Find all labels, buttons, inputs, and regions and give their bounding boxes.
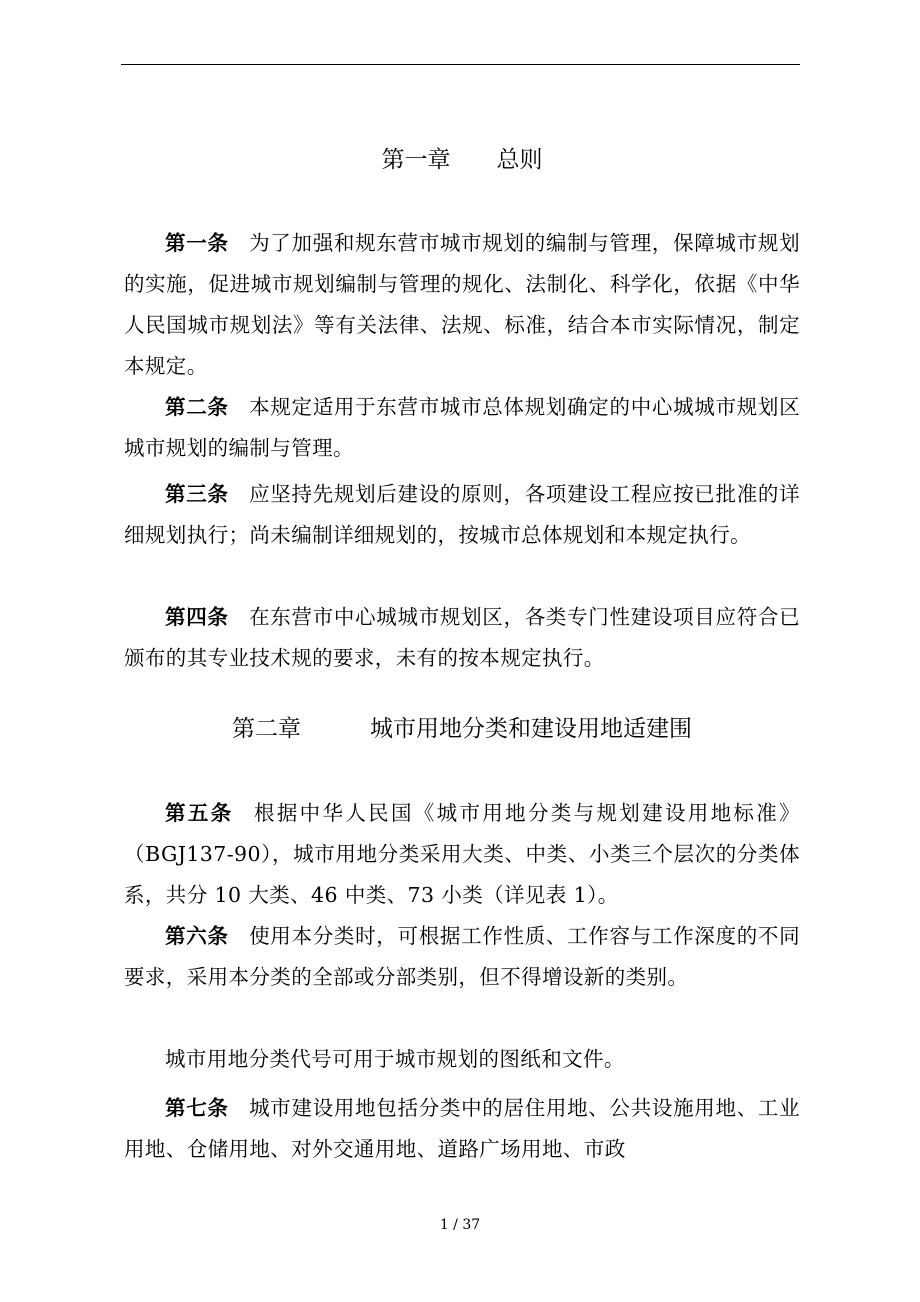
article-1-label: 第一条 [165,231,229,255]
page-number: 1 / 37 [439,1217,481,1233]
article-3-text: 应坚持先规划后建设的原则，各项建设工程应按已批准的详细规划执行；尚未编制详细规划的，按城市总体规划和本规定执行。 [124,482,800,547]
article-6-note-text: 城市用地分类代号可用于城市规划的图纸和文件。 [165,1047,625,1071]
article-2-text: 本规定适用于东营市城市总体规划确定的中心城城市规划区城市规划的编制与管理。 [124,395,800,460]
article-7 [124,1088,800,1170]
article-2-label: 第二条 [165,395,229,419]
article-5 [124,793,800,916]
article-1-text: 为了加强和规东营市城市规划的编制与管理，保障城市规划的实施，促进城市规划编制与管理的规化、法制化、科学化，依据《中华人民国城市规划法》等有关法律、法规、标准，结合本市实际情况，制定本规定。 [124,231,800,378]
article-3-label: 第三条 [165,482,229,506]
chapter-1-title: 第一章 总则 [381,147,543,173]
article-5-label: 第五条 [165,801,234,825]
article-4 [124,597,800,679]
article-7-text: 城市建设用地包括分类中的居住用地、公共设施用地、工业用地、仓储用地、对外交通用地、道路广场用地、市政 [124,1096,800,1161]
chapter-2-title: 第二章 城市用地分类和建设用地适建围 [232,716,692,742]
article-3 [124,474,800,556]
article-2 [124,387,800,469]
header-rule [121,64,800,65]
article-6 [124,916,800,998]
article-7-label: 第七条 [165,1096,229,1120]
article-5-text: 根据中华人民国《城市用地分类与规划建设用地标准》（BGJ137-90），城市用地分类采用大类、中类、小类三个层次的分类体系，共分 10 大类、46 中类、73 小类（详见表 1）。 [124,801,800,907]
article-6-note [124,1039,800,1080]
article-4-label: 第四条 [165,605,229,629]
article-4-text: 在东营市中心城城市规划区，各类专门性建设项目应符合已颁布的其专业技术规的要求，未有的按本规定执行。 [124,605,800,670]
article-6-label: 第六条 [165,924,229,948]
article-1 [124,223,800,387]
article-6-text: 使用本分类时，可根据工作性质、工作容与工作深度的不同要求，采用本分类的全部或分部类别，但不得增设新的类别。 [124,924,800,989]
